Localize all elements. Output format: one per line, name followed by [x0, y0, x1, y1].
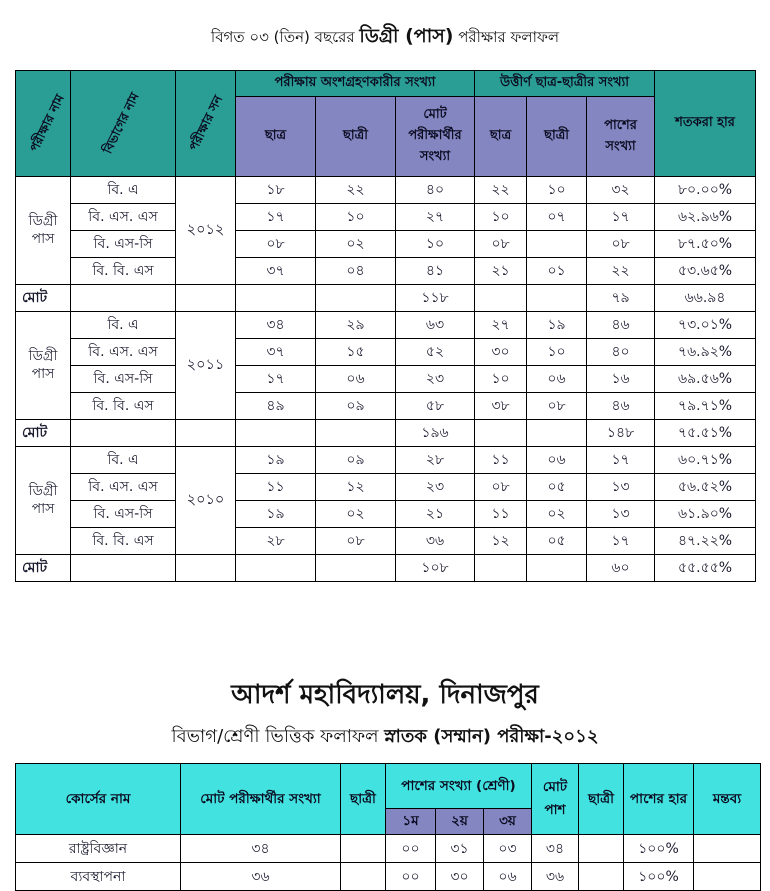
table-cell: ৭৬.৯২%: [655, 339, 756, 366]
section2-subtitle-bold: স্নাতক (সম্মান) পরীক্ষা-২০১২: [384, 726, 599, 747]
table-cell: ৩৬: [532, 863, 579, 891]
division-cell: বি. বি. এস: [71, 528, 176, 555]
table-cell: ৪১: [396, 258, 475, 285]
exam-name-cell: ডিগ্রী পাস: [16, 312, 71, 420]
header-female-3: ছাত্রী: [579, 764, 624, 835]
table-cell: ১৭: [587, 447, 655, 474]
header-male: ছাত্র: [236, 97, 316, 177]
division-cell: বি. এ: [71, 177, 176, 204]
table-cell: ৭৩.০১%: [655, 312, 756, 339]
table-cell: ১০: [475, 204, 527, 231]
table-cell: ৩৪: [532, 835, 579, 863]
table-cell: ৪৯: [236, 393, 316, 420]
table-cell: ০৮: [316, 528, 396, 555]
table-cell: ৬১.৯০%: [655, 501, 756, 528]
course-name-cell: ব্যবস্থাপনা: [16, 863, 181, 891]
total-pass-cell: ৭৯: [587, 285, 655, 312]
year-cell: ২০১২: [176, 177, 236, 285]
table-cell: ৩০: [436, 863, 484, 891]
table-cell: ৫৬.৫২%: [655, 474, 756, 501]
header-division-name: বিভাগের নাম: [71, 71, 176, 177]
table-cell: [527, 285, 587, 312]
division-cell: বি. বি. এস: [71, 258, 176, 285]
exam-name-cell: ডিগ্রী পাস: [16, 177, 71, 285]
table-cell: ৪০: [396, 177, 475, 204]
total-rate-cell: ৭৫.৫১%: [655, 420, 756, 447]
table-row: [16, 339, 756, 366]
table-cell: ০৮: [475, 474, 527, 501]
total-examinees-cell: ১১৮: [396, 285, 475, 312]
table-row: [16, 204, 756, 231]
division-cell: বি. এস. এস: [71, 339, 176, 366]
page-title: [0, 0, 770, 54]
table-cell: ২৮: [236, 528, 316, 555]
table-cell: ৬০.৭১%: [655, 447, 756, 474]
header-total-examinees-2: মোট পরীক্ষার্থীর সংখ্যা: [181, 764, 341, 835]
table-cell: ২২: [475, 177, 527, 204]
table-cell: [236, 555, 316, 582]
header-pass-count: পাশের সংখ্যা: [587, 97, 655, 177]
header-third-class: ৩য়: [484, 809, 532, 835]
table-row: [16, 366, 756, 393]
table-cell: [527, 231, 587, 258]
header-pass-by-class: পাশের সংখ্যা (শ্রেণী): [386, 764, 532, 809]
page-title-prefix: বিগত ০৩ (তিন) বছরের: [210, 28, 355, 46]
total-label-cell: মোট: [16, 285, 71, 312]
table-cell: ৩৬: [396, 528, 475, 555]
table-cell: ০৮: [236, 231, 316, 258]
total-examinees-cell: ১৯৬: [396, 420, 475, 447]
table-cell: ১০০%: [624, 835, 694, 863]
table-cell: [475, 420, 527, 447]
table-cell: [236, 285, 316, 312]
table-row: [16, 528, 756, 555]
table-cell: [316, 285, 396, 312]
table-cell: ১০০%: [624, 863, 694, 891]
header-exam-year: পরীক্ষার সন: [176, 71, 236, 177]
table-cell: [475, 555, 527, 582]
table-cell: [71, 420, 176, 447]
header-second-class: ২য়: [436, 809, 484, 835]
table-row: [16, 393, 756, 420]
table-cell: ৩০: [475, 339, 527, 366]
table-cell: ০৫: [527, 528, 587, 555]
table-cell: ১৬: [587, 366, 655, 393]
course-name-cell: রাষ্ট্রবিজ্ঞান: [16, 835, 181, 863]
header-total-pass: মোট পাশ: [532, 764, 579, 835]
table-cell: ১৭: [587, 528, 655, 555]
total-rate-cell: ৫৫.৫৫%: [655, 555, 756, 582]
table-cell: ১২: [475, 528, 527, 555]
table-cell: ০৬: [316, 366, 396, 393]
header-passed-male: ছাত্র: [475, 97, 527, 177]
table-cell: ২৩: [396, 366, 475, 393]
table-cell: ৩৪: [181, 835, 341, 863]
table-cell: ২২: [587, 258, 655, 285]
table-cell: ০৬: [527, 447, 587, 474]
table-cell: ০৯: [316, 393, 396, 420]
table-cell: ৬৯.৫৬%: [655, 366, 756, 393]
table-cell: ৪০: [587, 339, 655, 366]
table-cell: ৫৮: [396, 393, 475, 420]
table-cell: ২১: [396, 501, 475, 528]
table-cell: ০০: [386, 835, 436, 863]
table-cell: ০২: [527, 501, 587, 528]
table-cell: ৫২: [396, 339, 475, 366]
header-course-name: কোর্সের নাম: [16, 764, 181, 835]
header-remarks: মন্তব্য: [694, 764, 761, 835]
table-cell: ১১: [475, 447, 527, 474]
table-cell: ৬৩: [396, 312, 475, 339]
table-cell: [236, 420, 316, 447]
header-passed-female: ছাত্রী: [527, 97, 587, 177]
table-cell: ২৮: [396, 447, 475, 474]
table-cell: ২৭: [396, 204, 475, 231]
total-label-cell: মোট: [16, 420, 71, 447]
year-cell: ২০১১: [176, 312, 236, 420]
table-cell: ৩৭: [236, 339, 316, 366]
year-cell: ২০১০: [176, 447, 236, 555]
table-cell: ৩৭: [236, 258, 316, 285]
table-row: [16, 863, 761, 891]
table-cell: [579, 863, 624, 891]
table-cell: [475, 285, 527, 312]
table-cell: [176, 555, 236, 582]
table-cell: ১৯: [236, 501, 316, 528]
division-cell: বি. বি. এস: [71, 393, 176, 420]
division-cell: বি. এস-সি: [71, 501, 176, 528]
division-cell: বি. এস-সি: [71, 231, 176, 258]
section2-subtitle: [0, 722, 770, 753]
table-cell: ০২: [316, 231, 396, 258]
header-participants-group: পরীক্ষায় অংশগ্রহণকারীর সংখ্যা: [236, 71, 475, 97]
table-row: [16, 231, 756, 258]
table-cell: ৩৮: [475, 393, 527, 420]
total-label-cell: মোট: [16, 555, 71, 582]
table-row: [16, 501, 756, 528]
table-total-row: [16, 420, 756, 447]
table-cell: ২১: [475, 258, 527, 285]
table-cell: ০৬: [484, 863, 532, 891]
table-cell: ১০: [475, 366, 527, 393]
table-cell: ০৯: [316, 447, 396, 474]
table-cell: [694, 835, 761, 863]
header-female: ছাত্রী: [316, 97, 396, 177]
table-row: [16, 312, 756, 339]
division-cell: বি. এস. এস: [71, 474, 176, 501]
total-pass-cell: ১৪৮: [587, 420, 655, 447]
exam-name-cell: ডিগ্রী পাস: [16, 447, 71, 555]
table-cell: ০৮: [475, 231, 527, 258]
header-first-class: ১ম: [386, 809, 436, 835]
total-examinees-cell: ১০৮: [396, 555, 475, 582]
table-row: [16, 177, 756, 204]
table-cell: ০৮: [587, 231, 655, 258]
table-cell: ১০: [316, 204, 396, 231]
table-cell: ০০: [386, 863, 436, 891]
college-name-title: আদর্শ মহাবিদ্যালয়, দিনাজপুর: [231, 680, 539, 710]
table-cell: ৮০.০০%: [655, 177, 756, 204]
table-cell: ০৬: [527, 366, 587, 393]
header-total-examinees: মোট পরীক্ষার্থীর সংখ্যা: [396, 97, 475, 177]
table-cell: ২৯: [316, 312, 396, 339]
degree-pass-results-table: [15, 70, 756, 582]
table-cell: [341, 835, 386, 863]
table-cell: ১৯: [236, 447, 316, 474]
table-cell: ১৩: [587, 501, 655, 528]
header-passed-group: উত্তীর্ণ ছাত্র-ছাত্রীর সংখ্যা: [475, 71, 655, 97]
table-cell: ১১: [475, 501, 527, 528]
table-cell: ৩১: [436, 835, 484, 863]
page-title-suffix: পরীক্ষার ফলাফল: [458, 28, 560, 46]
table-cell: ৫৩.৬৫%: [655, 258, 756, 285]
table-cell: [71, 555, 176, 582]
table-cell: ১২: [316, 474, 396, 501]
header-pass-rate: শতকরা হার: [655, 71, 756, 177]
division-cell: বি. এ: [71, 312, 176, 339]
table-cell: [341, 863, 386, 891]
table-cell: ০৮: [527, 393, 587, 420]
table-cell: ৩৬: [181, 863, 341, 891]
table-cell: [71, 285, 176, 312]
table-cell: ৮৭.৫০%: [655, 231, 756, 258]
table-row: [16, 258, 756, 285]
table-cell: ০২: [316, 501, 396, 528]
table-cell: [694, 863, 761, 891]
table-cell: [579, 835, 624, 863]
table-cell: ৪৭.২২%: [655, 528, 756, 555]
header-exam-name: পরীক্ষার নাম: [16, 71, 71, 177]
table-cell: ১৭: [236, 204, 316, 231]
table-cell: ৩২: [587, 177, 655, 204]
table-cell: ৩৪: [236, 312, 316, 339]
table-cell: [316, 555, 396, 582]
division-cell: বি. এ: [71, 447, 176, 474]
table-cell: ২৩: [396, 474, 475, 501]
table-cell: ১১: [236, 474, 316, 501]
division-cell: বি. এস-সি: [71, 366, 176, 393]
header-pass-rate-2: পাশের হার: [624, 764, 694, 835]
table-cell: ১৮: [236, 177, 316, 204]
section2-subtitle-prefix: বিভাগ/শ্রেণী ভিত্তিক ফলাফল: [171, 726, 379, 747]
table-cell: ১০: [396, 231, 475, 258]
table-cell: ৪৬: [587, 393, 655, 420]
table-cell: ৬২.৯৬%: [655, 204, 756, 231]
table-cell: ০১: [527, 258, 587, 285]
table-cell: ১৭: [587, 204, 655, 231]
table-total-row: [16, 555, 756, 582]
header-female-2: ছাত্রী: [341, 764, 386, 835]
table-cell: [176, 420, 236, 447]
table-cell: ০৭: [527, 204, 587, 231]
table-cell: ১৩: [587, 474, 655, 501]
table-cell: ১৫: [316, 339, 396, 366]
table-cell: [527, 420, 587, 447]
table-cell: ১০: [527, 339, 587, 366]
table-cell: ২২: [316, 177, 396, 204]
page-title-bold: ডিগ্রী (পাস): [359, 25, 454, 47]
table-row: [16, 835, 761, 863]
table-total-row: [16, 285, 756, 312]
table-cell: ২৭: [475, 312, 527, 339]
table-cell: ১০: [527, 177, 587, 204]
table-cell: [527, 555, 587, 582]
table-row: [16, 474, 756, 501]
table-cell: ১৭: [236, 366, 316, 393]
table-cell: [176, 285, 236, 312]
table-cell: ১৯: [527, 312, 587, 339]
total-rate-cell: ৬৬.৯৪: [655, 285, 756, 312]
table-row: [16, 447, 756, 474]
table-cell: ০৪: [316, 258, 396, 285]
division-cell: বি. এস. এস: [71, 204, 176, 231]
total-pass-cell: ৬০: [587, 555, 655, 582]
table-cell: ৪৬: [587, 312, 655, 339]
table-cell: ০৫: [527, 474, 587, 501]
honours-results-table: [15, 763, 761, 891]
table-cell: ৭৯.৭১%: [655, 393, 756, 420]
table-cell: [316, 420, 396, 447]
table-cell: ০৩: [484, 835, 532, 863]
